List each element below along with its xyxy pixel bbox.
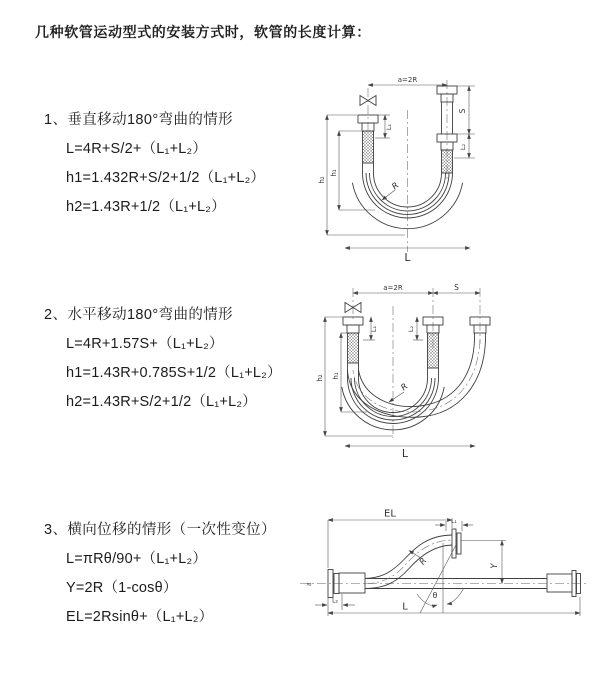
formula-line: L=πRθ/90+（L₁+L₂） [66,551,208,567]
dim-label-l1: L₁ [370,325,378,333]
d2-centerlines [353,288,480,438]
formula-line: Y=2R（1-cosθ） [66,580,178,596]
d3-dimensions [315,520,580,616]
diagram-lateral-displacement [275,495,600,657]
dim-label-r: R [399,381,411,394]
formula-line: h1=1.432R+S/2+1/2（L₁+L₂） [66,170,266,186]
d2-left-pipe [343,317,363,378]
diagram-vertical-180-bend [305,70,600,265]
dim-label-l2: L₂ [332,597,338,605]
dim-label-h1: h₁ [330,169,338,177]
break-symbol: ≈ [306,580,312,589]
dim-label-l1: L₁ [451,518,457,525]
dim-label-l: L [402,601,408,613]
dim-label-y: Y [490,563,500,569]
page-title: 几种软管运动型式的安装方式时，软管的长度计算： [35,24,371,40]
section-3-heading: 3、横向位移的情形（一次性变位） [44,522,276,538]
dim-label-r: R [390,180,402,193]
dim-label-l: L [404,251,411,264]
formula-line: h2=1.43R+1/2（L₁+L₂） [66,199,226,215]
d2-dimensions [325,293,480,446]
section-lateral-displacement [44,520,314,636]
section-1-heading: 1、垂直移动180°弯曲的情形 [44,112,234,128]
formula-line: EL=2Rsinθ+（L₁+L₂） [66,609,214,625]
dim-label-theta: θ [432,591,438,600]
section-2-heading: 2、水平移动180°弯曲的情形 [44,307,234,323]
formula-line: h1=1.43R+0.785S+1/2（L₁+L₂） [66,365,282,381]
dim-label-l: L [401,447,409,460]
dim-label-l2: L₂ [407,325,415,333]
dim-label-el: EL [384,508,396,520]
diagram-horizontal-180-bend [305,278,600,470]
dim-label-l1: L₁ [385,123,393,131]
formula-line: L=4R+S/2+（L₁+L₂） [66,141,208,157]
dim-label-a2r: a=2R [397,76,418,84]
section-vertical-movement [44,110,314,226]
dim-label-l2: L₂ [459,143,467,151]
formula-line: L=4R+1.57S+（L₁+L₂） [66,336,224,352]
dim-label-s: S [458,108,467,114]
d2-hose-bend-position2 [348,340,486,417]
dim-label-h2: h₂ [316,374,324,382]
dim-label-h1: h₁ [332,372,340,380]
dim-label-h2: h₂ [318,176,326,184]
formula-line: h2=1.43R+S/2+1/2（L₁+L₂） [66,394,257,410]
section-horizontal-movement [44,305,314,421]
dim-label-s: S [454,283,459,292]
dim-label-a2r: a=2R [383,284,403,292]
dim-label-r: R [417,556,430,568]
d1-centerlines [368,80,447,252]
d3-hose-curve [365,535,452,589]
